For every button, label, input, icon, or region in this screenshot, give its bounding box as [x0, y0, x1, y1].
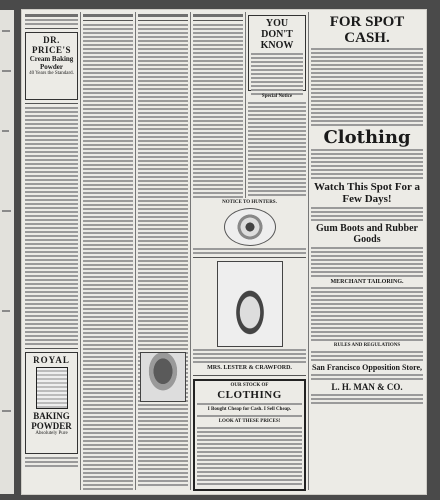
royal-title: ROYAL	[33, 355, 70, 365]
merchant-tailoring-heading: MERCHANT TAILORING.	[330, 279, 404, 285]
look-prices-line: LOOK AT THESE PRICES!	[218, 419, 281, 424]
dr-prices-tagline: 40 Years the Standard.	[29, 71, 74, 76]
bought-cheap-line: I Bought Cheap for Cash. I Sell Cheap.	[207, 407, 292, 412]
you-dont-know-ad	[248, 15, 306, 91]
column-6	[311, 12, 423, 490]
gum-boots-heading: Gum Boots and Rubber Goods	[316, 223, 418, 245]
man-portrait-illustration-icon	[140, 352, 186, 402]
hunters-notice-heading: NOTICE TO HUNTERS.	[222, 200, 277, 205]
royal-product: BAKING POWDER	[31, 411, 72, 431]
lady-portrait-illustration-icon	[217, 261, 283, 347]
cherub-illustration-icon	[224, 208, 276, 246]
dr-prices-ad	[25, 32, 78, 100]
for-spot-cash-heading: FOR SPOT CASH.	[329, 14, 405, 46]
lower-middle-ads	[193, 198, 306, 492]
clothing-heading: CLOTHING	[217, 389, 282, 401]
watch-spot-heading: Watch This Spot For a Few Days!	[314, 181, 420, 205]
clothing-big-heading: Clothing	[323, 127, 411, 148]
san-francisco-heading: San Francisco Opposition Store,	[311, 363, 423, 372]
royal-tagline: Absolutely Pure	[35, 431, 68, 436]
lhman-heading: L. H. MAN & CO.	[331, 382, 403, 392]
dr-prices-product: Cream Baking Powder	[29, 55, 74, 71]
baking-powder-can-icon	[36, 367, 68, 409]
column-3	[138, 12, 188, 490]
rules-heading: RULES AND REGULATIONS	[333, 343, 401, 348]
special-notice-heading: Special Notice	[261, 94, 293, 99]
lester-crawford-name: MRS. LESTER & CRAWFORD.	[207, 365, 292, 371]
you-dont-know-title: YOU DON'T KNOW	[260, 18, 294, 51]
portrait-block	[138, 350, 188, 412]
dr-prices-title: DR. PRICE'S	[31, 35, 71, 55]
column-2	[83, 12, 133, 490]
our-stock-heading: OUR STOCK OF	[230, 383, 269, 388]
royal-baking-powder-ad	[25, 352, 78, 454]
column-1	[25, 12, 78, 490]
newspaper-page	[22, 10, 426, 494]
our-stock-clothing-ad	[193, 379, 306, 491]
adjacent-page-edge	[0, 10, 14, 494]
